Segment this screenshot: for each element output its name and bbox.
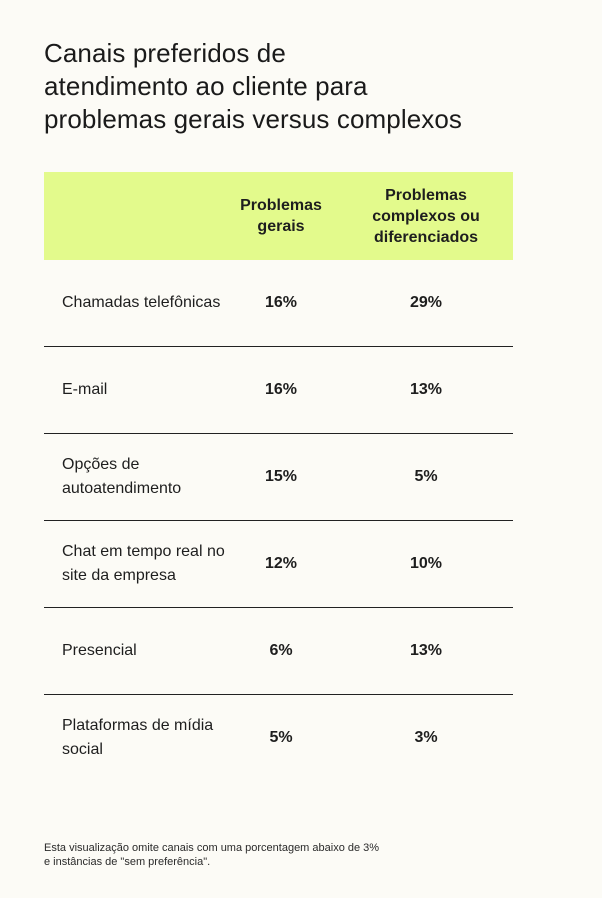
column-header-complex: Problemas complexos ou diferenciados — [372, 186, 480, 246]
complex-value: 13% — [409, 642, 443, 659]
row-label: Chat em tempo real no site da empresa — [62, 543, 225, 584]
complex-value: 10% — [409, 555, 443, 572]
table-row — [44, 434, 513, 521]
row-label: Opções de autoatendimento — [62, 456, 182, 497]
general-value: 15% — [264, 468, 298, 485]
page-title — [44, 37, 564, 136]
complex-value: 5% — [414, 468, 438, 485]
table-row — [44, 608, 513, 695]
row-label: Chamadas telefônicas — [62, 294, 221, 311]
general-value: 12% — [264, 555, 298, 572]
row-label: E-mail — [62, 381, 108, 398]
table-row — [44, 260, 513, 347]
footnote-line: e instâncias de "sem preferência". — [44, 856, 211, 868]
column-header-general: Problemas gerais — [240, 197, 322, 235]
title-line: Canais preferidos de — [44, 38, 286, 68]
table-row — [44, 695, 513, 781]
row-label: Plataformas de mídia social — [62, 717, 214, 758]
general-value: 6% — [269, 642, 293, 659]
table-header — [44, 172, 513, 260]
table-row — [44, 347, 513, 434]
title-line: atendimento ao cliente para — [44, 71, 368, 101]
table-row — [44, 521, 513, 608]
complex-value: 3% — [414, 729, 438, 746]
footnote-line: Esta visualização omite canais com uma porcentagem abaixo de 3% — [44, 842, 380, 854]
general-value: 16% — [264, 294, 298, 311]
complex-value: 13% — [409, 381, 443, 398]
general-value: 5% — [269, 729, 293, 746]
channel-preference-table — [44, 172, 513, 781]
complex-value: 29% — [409, 294, 443, 311]
title-line: problemas gerais versus complexos — [44, 104, 463, 134]
footnote — [44, 841, 464, 869]
row-label: Presencial — [62, 642, 137, 659]
general-value: 16% — [264, 381, 298, 398]
